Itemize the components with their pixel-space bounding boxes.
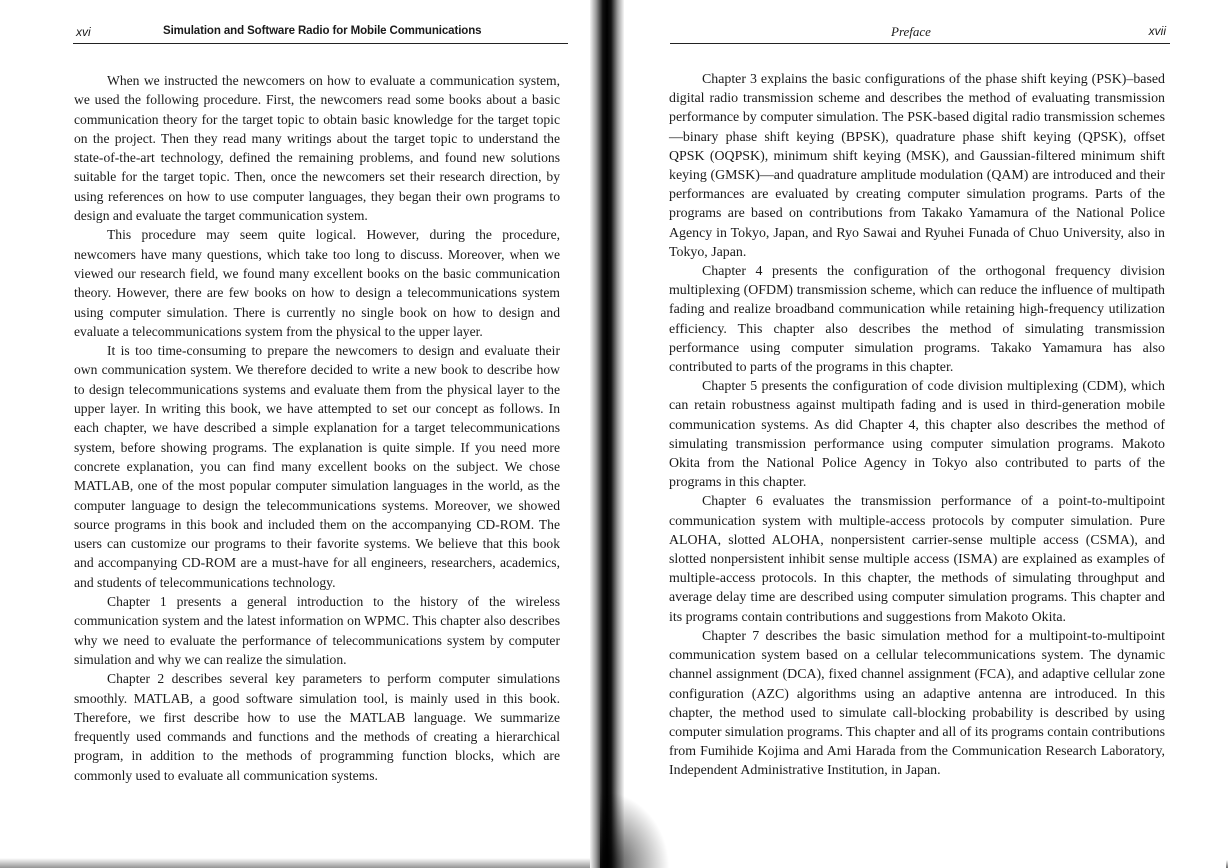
paragraph: Chapter 4 presents the configuration of the orthogonal frequency division multiplexing (OFDM) transmission scheme, which can reduce the influence of multipath fading and realize broadband communication while retaining high-frequency utilization efficiency. This chapter also describes the method of simulating transmission performance using computer simulation programs. Takako Yamamura has also contributed to parts of the programs in this chapter.: [669, 264, 1165, 376]
paragraph: This procedure may seem quite logical. However, during the procedure, newcomers have many questions, which take too long to discuss. Moreover, when we viewed our research field, we found many excellent books on the basic communication theory. However, there are few books on how to design a telecommunications system using computer simulation. There is currently no single book on how to design and evaluate a telecommunications system from the physical to the upper layer.: [74, 227, 560, 339]
paragraph: Chapter 7 describes the basic simulation method for a multipoint-to-multipoint communication system based on a cellular telecommunications system. The dynamic channel assignment (DCA), fixed channel assignment (FCA), and adaptive cellular zone configuration (AZC) algorithms using an adaptive antenna are introduced. In this chapter, the method used to simulate call-blocking probability is described by using computer simulation programs. This chapter and all of its programs contain contributions from Fumihide Kojima and Ami Harada from the Communication Research Laboratory, Independent Administrative Institution, in Japan.: [669, 628, 1165, 779]
paragraph: It is too time-consuming to prepare the newcomers to design and evaluate their own communication system. We therefore decided to write a new book to describe how to design telecommunications systems and evaluate them from the physical layer to the upper layer. In writing this book, we have attempted to set our concept as follows. In each chapter, we have described a simple explanation for a target telecommunications system, before showing programs. The explanation is quite simple. If you need more concrete explanation, you can find many excellent books on the subject. We chose MATLAB, one of the most popular computer simulation languages in the world, as the computer language to design the telecommunications systems. Moreover, we showed source programs in this book and included them on the accompanying CD-ROM. The users can customize our programs to their favorite systems. We believe that this book and accompanying CD-ROM are a must-have for all engineers, researchers, academics, and students of telecommunications technology.: [74, 343, 560, 590]
page-number: xvii: [1148, 24, 1166, 38]
paragraph: Chapter 2 describes several key parameters to perform computer simulations smoothly. MATLAB, a good software simulation tool, is mainly used in this book. Therefore, we first describe how to use the MATLAB language. We summarize frequently used commands and functions and the methods of creating a hierarchical program, in addition to the methods of programming function blocks, which are commonly used to evaluate all communication systems.: [74, 671, 560, 783]
right-body-text: [669, 70, 1165, 781]
paragraph: Chapter 3 explains the basic configurations of the phase shift keying (PSK)–based digital radio transmission scheme and describes the method of evaluating transmission performance by computer simulation. The PSK-based digital radio transmission schemes—binary phase shift keying (BPSK), quadrature phase shift keying (QPSK), offset QPSK (OQPSK), minimum shift keying (MSK), and Gaussian-filtered minimum shift keying (GMSK)—and quadrature amplitude modulation (QAM) are introduced and their performances are evaluated by creating computer simulation programs. Parts of the programs are based on contributions from Takako Yamamura of the National Police Agency in Tokyo, Japan, and Ryo Sawai and Ryuhei Funada of Chuo University, also in Tokyo, Japan.: [669, 72, 1165, 260]
right-page-header: [670, 24, 1170, 44]
paragraph: Chapter 6 evaluates the transmission performance of a point-to-multipoint communication system with multiple-access protocols by computer simulation. Pure ALOHA, slotted ALOHA, nonpersistent carrier-sense multiple access (CSMA), and slotted nonpersistent inhibit sense multiple access (ISMA) are explained as examples of multiple-access protocols. In this chapter, the methods of simulating throughput and average delay time are described using computer simulation programs. This chapter and its programs contain contributions and suggestions from Makoto Okita.: [669, 494, 1165, 625]
header-rule: [670, 43, 1170, 44]
header-rule: [73, 43, 568, 44]
page-edge-shadow: [0, 858, 595, 868]
left-page: [0, 0, 595, 868]
running-head: Simulation and Software Radio for Mobile Communications: [163, 25, 482, 37]
paragraph: Chapter 5 presents the configuration of code division multiplexing (CDM), which can retain robustness against multipath fading and is used in third-generation mobile communication systems. As did Chapter 4, this chapter also describes the method of simulating transmission performance using computer simulation programs. Makoto Okita from the National Police Agency in Tokyo also contributed to parts of the programs in this chapter.: [669, 379, 1165, 491]
book-gutter-shadow: [590, 0, 624, 868]
page-number: xvi: [76, 25, 91, 39]
paragraph: Chapter 1 presents a general introduction to the history of the wireless communication system and the latest information on WPMC. This chapter also describes why we need to evaluate the performance of telecommunications system by computer simulation and why we can realize the simulation.: [74, 594, 560, 667]
page-corner-shadow: [600, 790, 670, 868]
left-page-header: [73, 24, 568, 44]
left-body-text: [74, 71, 560, 785]
right-page: [613, 0, 1228, 868]
running-head: Preface: [891, 24, 931, 39]
paragraph: When we instructed the newcomers on how to evaluate a communication system, we used the following procedure. First, the newcomers read some books about a basic communication theory for the target topic to obtain basic knowledge for the target topic on the project. Then they read many writings about the target topic to understand the state-of-the-art technology, defined the remaining problems, and found new solutions suitable for the target topic. Then, once the newcomers set their research direction, by using references on how to use computer languages, they began their own programs to design and evaluate the target communication system.: [74, 73, 560, 224]
